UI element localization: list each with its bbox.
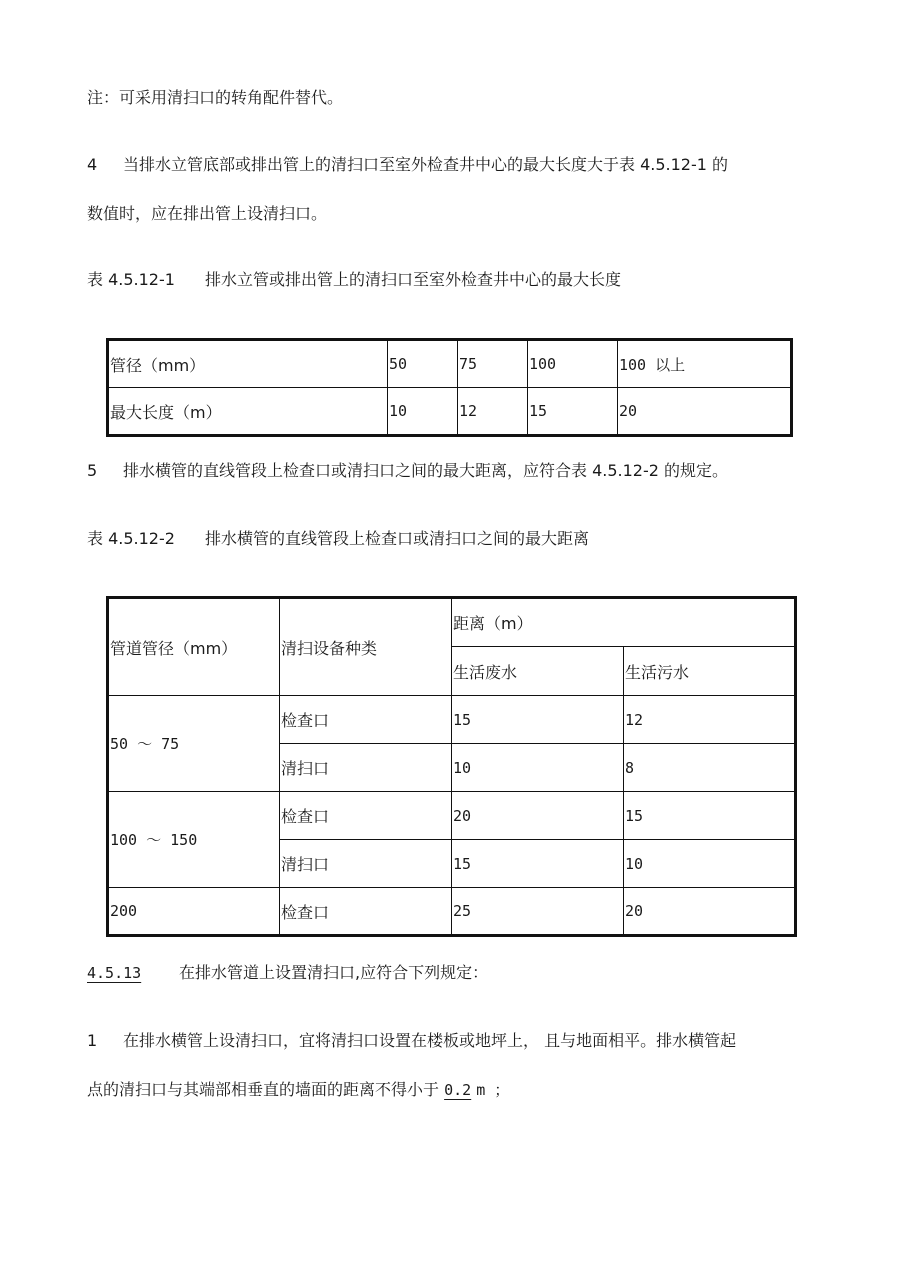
note-text: 注：可采用清扫口的转角配件替代。: [87, 88, 344, 107]
sewage-header: 生活污水: [624, 647, 796, 696]
item-4-line-2: 数值时，应在排出管上设清扫口。: [87, 204, 328, 223]
item-1-text: 在排水横管上设清扫口，宜将清扫口设置在楼板或地坪上， 且与地面相平。排水横管起: [123, 1031, 737, 1050]
item-4-number: 4: [87, 155, 98, 174]
diameter-group-cell: 100 ～ 150: [108, 792, 280, 888]
waste-value-cell: 15: [452, 840, 624, 888]
item-1-line-2: [87, 1080, 509, 1100]
table-2-caption-title: 排水横管的直线管段上检查口或清扫口之间的最大距离: [204, 529, 589, 548]
table-1-caption: [87, 270, 621, 290]
table-header-row: [108, 598, 796, 647]
waste-value-cell: 10: [452, 744, 624, 792]
max-distance-table: [106, 596, 797, 937]
max-length-table: [106, 338, 793, 437]
waste-value-cell: 15: [452, 696, 624, 744]
device-cell: 检查口: [280, 792, 452, 840]
device-cell: 检查口: [280, 888, 452, 936]
item-4-line-1: [87, 155, 728, 175]
item-1-line-1: [87, 1031, 736, 1051]
diameter-header-cell: 管径（mm）: [108, 340, 388, 388]
item-5-text: 排水横管的直线管段上检查口或清扫口之间的最大距离，应符合表 4.5.12-2 的规定。: [123, 461, 729, 480]
distance-column-header: 距离（m）: [452, 598, 796, 647]
table-1-caption-title: 排水立管或排出管上的清扫口至室外检查井中心的最大长度: [204, 270, 621, 289]
sewage-value-cell: 15: [624, 792, 796, 840]
length-cell: 15: [528, 388, 618, 436]
table-1-caption-label: 表 4.5.12-1: [87, 270, 175, 289]
diameter-cell: 75: [458, 340, 528, 388]
table-row: [108, 696, 796, 744]
item-1-distance-unit: m ；: [476, 1081, 510, 1099]
sewage-value-cell: 20: [624, 888, 796, 936]
device-cell: 清扫口: [280, 840, 452, 888]
table-row: [108, 388, 792, 436]
sewage-value-cell: 12: [624, 696, 796, 744]
table-2-caption-label: 表 4.5.12-2: [87, 529, 175, 548]
length-cell: 10: [388, 388, 458, 436]
item-5-line: [87, 461, 728, 481]
item-1-distance-value: 0.2: [444, 1081, 472, 1099]
section-number: 4.5.13: [87, 964, 142, 982]
waste-water-header: 生活废水: [452, 647, 624, 696]
item-4-text: 当排水立管底部或排出管上的清扫口至室外检查井中心的最大长度大于表 4.5.12-1 的: [123, 155, 729, 174]
sewage-value-cell: 8: [624, 744, 796, 792]
section-heading: [87, 963, 488, 983]
diameter-cell: 50: [388, 340, 458, 388]
diameter-column-header: 管道管径（mm）: [108, 598, 280, 696]
device-cell: 清扫口: [280, 744, 452, 792]
device-cell: 检查口: [280, 696, 452, 744]
table-row: [108, 792, 796, 840]
waste-value-cell: 20: [452, 792, 624, 840]
diameter-cell: 100 以上: [618, 340, 792, 388]
item-1-number: 1: [87, 1031, 98, 1050]
diameter-group-cell: 50 ～ 75: [108, 696, 280, 792]
item-1-text-prefix: 点的清扫口与其端部相垂直的墙面的距离不得小于: [87, 1080, 440, 1099]
table-row: [108, 888, 796, 936]
table-row: [108, 340, 792, 388]
sewage-value-cell: 10: [624, 840, 796, 888]
item-5-number: 5: [87, 461, 98, 480]
length-cell: 20: [618, 388, 792, 436]
diameter-cell: 100: [528, 340, 618, 388]
waste-value-cell: 25: [452, 888, 624, 936]
length-header-cell: 最大长度（m）: [108, 388, 388, 436]
device-column-header: 清扫设备种类: [280, 598, 452, 696]
table-2-caption: [87, 529, 589, 549]
length-cell: 12: [458, 388, 528, 436]
section-text: 在排水管道上设置清扫口,应符合下列规定：: [179, 963, 489, 982]
diameter-group-cell: 200: [108, 888, 280, 936]
